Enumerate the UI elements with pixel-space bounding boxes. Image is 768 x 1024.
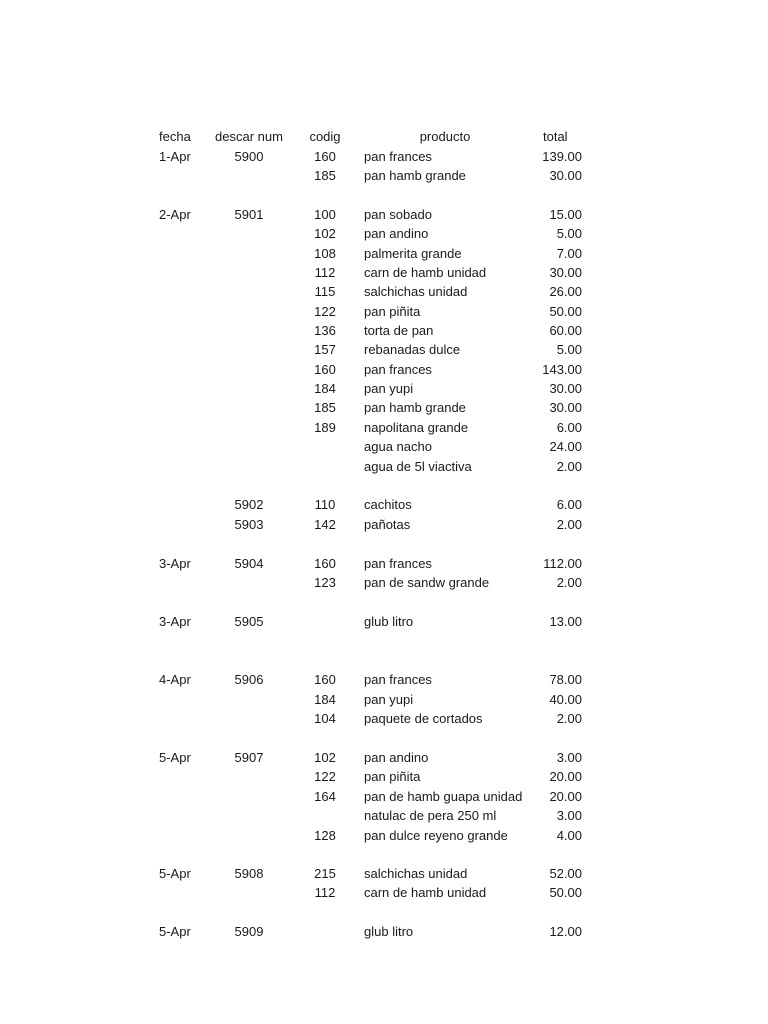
table-row — [0, 147, 768, 166]
table-row — [0, 573, 768, 592]
cell-total: 5.00 — [556, 342, 582, 357]
cell-total: 12.00 — [549, 924, 582, 939]
cell-codig: 185 — [314, 168, 336, 183]
table-row — [0, 360, 768, 379]
cell-total: 4.00 — [556, 828, 582, 843]
cell-producto: pan hamb grande — [364, 168, 466, 183]
cell-descar-num: 5907 — [234, 750, 264, 765]
cell-fecha: 5-Apr — [159, 750, 191, 765]
cell-producto: pan yupi — [364, 692, 414, 707]
table-row — [0, 806, 768, 825]
cell-total: 6.00 — [556, 420, 582, 435]
cell-fecha: 3-Apr — [159, 556, 191, 571]
cell-producto: pan frances — [364, 672, 432, 687]
cell-total: 20.00 — [549, 789, 582, 804]
cell-total: 50.00 — [549, 885, 582, 900]
cell-descar-num: 5901 — [234, 207, 264, 222]
cell-total: 2.00 — [556, 517, 582, 532]
cell-codig: 100 — [314, 207, 336, 222]
table-row — [0, 282, 768, 301]
cell-producto: rebanadas dulce — [364, 342, 461, 357]
cell-codig: 184 — [314, 381, 336, 396]
cell-total: 20.00 — [549, 769, 582, 784]
table-row — [0, 748, 768, 767]
cell-total: 78.00 — [549, 672, 582, 687]
cell-codig: 160 — [314, 149, 336, 164]
table-row — [0, 263, 768, 282]
table-row — [0, 826, 768, 845]
cell-descar-num: 5905 — [234, 614, 264, 629]
cell-codig: 122 — [314, 769, 336, 784]
header-descar-num: descar num — [215, 129, 283, 144]
cell-total: 2.00 — [556, 459, 582, 474]
cell-total: 26.00 — [549, 284, 582, 299]
table-row — [0, 767, 768, 786]
cell-producto: salchichas unidad — [364, 866, 468, 881]
header-codig: codig — [309, 129, 341, 144]
cell-codig: 160 — [314, 672, 336, 687]
cell-producto: pan sobado — [364, 207, 432, 222]
cell-codig: 160 — [314, 556, 336, 571]
cell-fecha: 4-Apr — [159, 672, 191, 687]
cell-total: 3.00 — [556, 750, 582, 765]
table-row — [0, 787, 768, 806]
cell-producto: agua de 5l viactiva — [364, 459, 472, 474]
cell-fecha: 2-Apr — [159, 207, 191, 222]
table-row — [0, 922, 768, 941]
cell-producto: pan piñita — [364, 769, 421, 784]
cell-total: 2.00 — [556, 575, 582, 590]
cell-total: 50.00 — [549, 304, 582, 319]
table-row — [0, 379, 768, 398]
cell-total: 52.00 — [549, 866, 582, 881]
cell-total: 112.00 — [543, 556, 582, 571]
cell-producto: pan frances — [364, 149, 432, 164]
cell-total: 30.00 — [549, 265, 582, 280]
cell-total: 40.00 — [549, 692, 582, 707]
cell-codig: 102 — [314, 226, 336, 241]
cell-codig: 112 — [314, 265, 336, 280]
cell-producto: pan andino — [364, 226, 429, 241]
cell-codig: 128 — [314, 828, 336, 843]
cell-total: 30.00 — [549, 381, 582, 396]
cell-fecha: 5-Apr — [159, 866, 191, 881]
cell-producto: pan hamb grande — [364, 400, 466, 415]
cell-fecha: 5-Apr — [159, 924, 191, 939]
table-row — [0, 244, 768, 263]
cell-codig: 142 — [314, 517, 336, 532]
cell-codig: 123 — [314, 575, 336, 590]
cell-producto: agua nacho — [364, 439, 432, 454]
cell-producto: natulac de pera 250 ml — [364, 808, 497, 823]
cell-codig: 112 — [314, 885, 336, 900]
table-row — [0, 554, 768, 573]
cell-producto: pan de hamb guapa unidad — [364, 789, 523, 804]
table-row — [0, 302, 768, 321]
cell-total: 7.00 — [556, 246, 582, 261]
cell-descar-num: 5900 — [234, 149, 264, 164]
table-row — [0, 224, 768, 243]
table-row — [0, 321, 768, 340]
cell-total: 139.00 — [542, 149, 582, 164]
cell-producto: pan piñita — [364, 304, 421, 319]
cell-total: 2.00 — [556, 711, 582, 726]
cell-total: 24.00 — [549, 439, 582, 454]
cell-producto: carn de hamb unidad — [364, 885, 487, 900]
cell-codig: 102 — [314, 750, 336, 765]
table-row — [0, 670, 768, 689]
cell-codig: 115 — [314, 284, 336, 299]
cell-descar-num: 5902 — [234, 497, 264, 512]
table-row — [0, 612, 768, 631]
cell-codig: 189 — [314, 420, 336, 435]
header-fecha: fecha — [159, 129, 191, 144]
cell-descar-num: 5903 — [234, 517, 264, 532]
header-producto: producto — [419, 129, 471, 144]
table-row — [0, 864, 768, 883]
cell-total: 143.00 — [542, 362, 582, 377]
cell-codig: 104 — [314, 711, 336, 726]
table-row — [0, 457, 768, 476]
cell-producto: pan dulce reyeno grande — [364, 828, 508, 843]
cell-total: 15.00 — [549, 207, 582, 222]
cell-producto: glub litro — [364, 614, 414, 629]
cell-producto: carn de hamb unidad — [364, 265, 487, 280]
table-row — [0, 709, 768, 728]
cell-producto: napolitana grande — [364, 420, 469, 435]
cell-descar-num: 5904 — [234, 556, 264, 571]
header-total: total — [543, 129, 568, 144]
cell-producto: paquete de cortados — [364, 711, 483, 726]
table-row — [0, 437, 768, 456]
cell-producto: pañotas — [364, 517, 411, 532]
cell-total: 13.00 — [549, 614, 582, 629]
cell-codig: 110 — [314, 497, 336, 512]
cell-codig: 108 — [314, 246, 336, 261]
cell-codig: 184 — [314, 692, 336, 707]
cell-total: 5.00 — [556, 226, 582, 241]
cell-codig: 215 — [314, 866, 336, 881]
cell-producto: pan andino — [364, 750, 429, 765]
cell-producto: torta de pan — [364, 323, 434, 338]
cell-total: 30.00 — [549, 400, 582, 415]
table-row — [0, 418, 768, 437]
cell-producto: palmerita grande — [364, 246, 462, 261]
cell-fecha: 1-Apr — [159, 149, 191, 164]
cell-producto: glub litro — [364, 924, 414, 939]
table-row — [0, 495, 768, 514]
table-row — [0, 166, 768, 185]
cell-fecha: 3-Apr — [159, 614, 191, 629]
cell-codig: 122 — [314, 304, 336, 319]
cell-total: 3.00 — [556, 808, 582, 823]
cell-producto: salchichas unidad — [364, 284, 468, 299]
cell-codig: 136 — [314, 323, 336, 338]
cell-codig: 185 — [314, 400, 336, 415]
cell-producto: pan frances — [364, 556, 432, 571]
table-row — [0, 690, 768, 709]
cell-producto: pan yupi — [364, 381, 414, 396]
table-row — [0, 205, 768, 224]
cell-producto: pan de sandw grande — [364, 575, 490, 590]
cell-codig: 164 — [314, 789, 336, 804]
table-row — [0, 515, 768, 534]
table-row — [0, 398, 768, 417]
cell-descar-num: 5906 — [234, 672, 264, 687]
table-row — [0, 883, 768, 902]
cell-codig: 160 — [314, 362, 336, 377]
cell-codig: 157 — [314, 342, 336, 357]
cell-descar-num: 5908 — [234, 866, 264, 881]
cell-total: 30.00 — [549, 168, 582, 183]
cell-producto: pan frances — [364, 362, 432, 377]
cell-total: 60.00 — [549, 323, 582, 338]
table-row — [0, 340, 768, 359]
header-row — [0, 127, 768, 146]
cell-producto: cachitos — [364, 497, 412, 512]
cell-total: 6.00 — [556, 497, 582, 512]
cell-descar-num: 5909 — [234, 924, 264, 939]
